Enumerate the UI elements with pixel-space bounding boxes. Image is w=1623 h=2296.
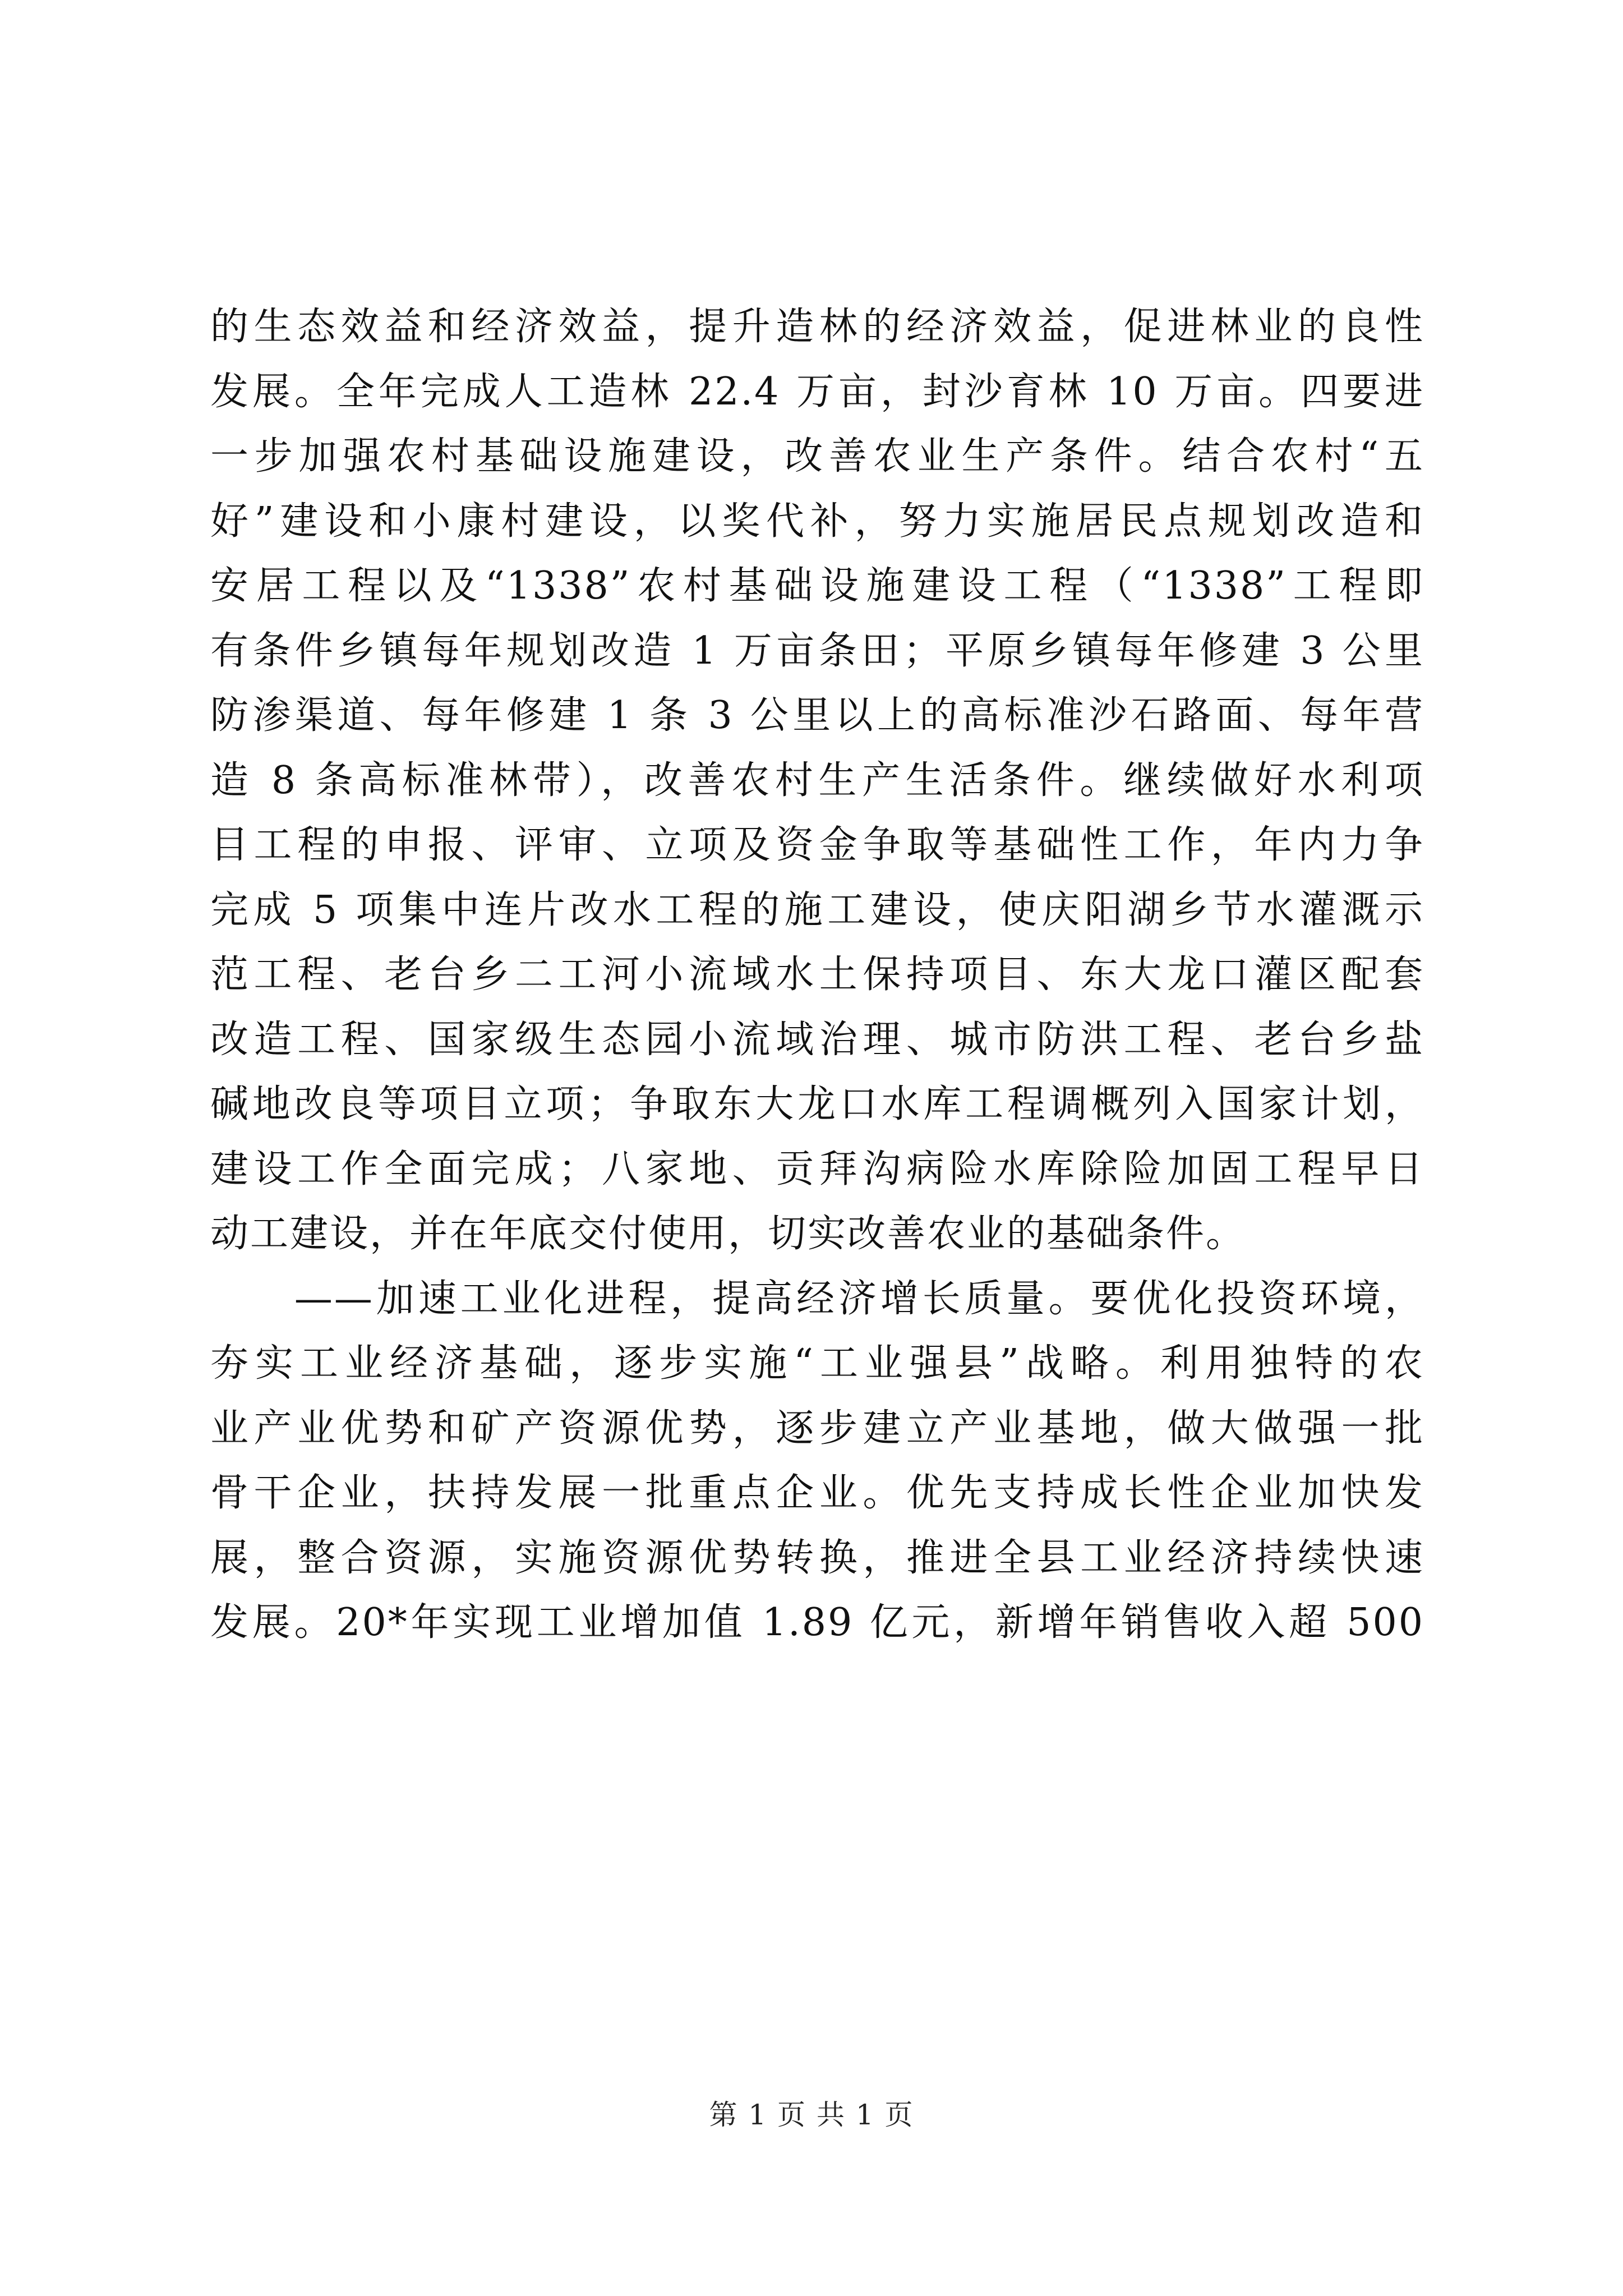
text-line: 动工建设，并在年底交付使用，切实改善农业的基础条件。: [210, 1212, 1246, 1256]
paragraph: [210, 295, 1424, 1267]
text-line: 目工程的申报、评审、立项及资金争取等基础性工作，年内力争: [210, 823, 1424, 867]
text-line: 有条件乡镇每年规划改造 1 万亩条田；平原乡镇每年修建 3 公里: [210, 628, 1424, 673]
text-line: 一步加强农村基础设施建设，改善农业生产条件。结合农村“五: [210, 434, 1424, 478]
text-line: 发展。20*年实现工业增加值 1.89 亿元，新增年销售收入超 500: [210, 1600, 1424, 1645]
text-line: 安居工程以及“1338”农村基础设施建设工程（“1338”工程即: [210, 564, 1424, 608]
text-line: 好”建设和小康村建设，以奖代补，努力实施居民点规划改造和: [210, 499, 1424, 544]
text-line: 骨干企业，扶持发展一批重点企业。优先支持成长性企业加快发: [210, 1471, 1424, 1515]
text-line: 展，整合资源，实施资源优势转换，推进全县工业经济持续快速: [210, 1535, 1424, 1580]
text-line: ——加速工业化进程，提高经济增长质量。要优化投资环境，: [210, 1276, 1424, 1321]
text-line: 的生态效益和经济效益，提升造林的经济效益，促进林业的良性: [210, 305, 1424, 349]
text-line: 完成 5 项集中连片改水工程的施工建设，使庆阳湖乡节水灌溉示: [210, 887, 1424, 932]
text-line: 建设工作全面完成；八家地、贡拜沟病险水库除险加固工程早日: [210, 1147, 1424, 1191]
document-body: [210, 295, 1424, 1655]
text-line: 碱地改良等项目立项；争取东大龙口水库工程调概列入国家计划，: [210, 1082, 1424, 1126]
text-line: 造 8 条高标准林带），改善农村生产生活条件。继续做好水利项: [210, 758, 1424, 803]
paragraph: [210, 1267, 1424, 1655]
text-line: 发展。全年完成人工造林 22.4 万亩，封沙育林 10 万亩。四要进: [210, 369, 1424, 414]
page-footer: 第 1 页 共 1 页: [709, 2099, 914, 2131]
text-line: 范工程、老台乡二工河小流域水土保持项目、东大龙口灌区配套: [210, 953, 1424, 997]
text-line: 夯实工业经济基础，逐步实施“工业强县”战略。利用独特的农: [210, 1341, 1424, 1386]
text-line: 防渗渠道、每年修建 1 条 3 公里以上的高标准沙石路面、每年营: [210, 693, 1424, 738]
text-line: 业产业优势和矿产资源优势，逐步建立产业基地，做大做强一批: [210, 1406, 1424, 1451]
text-line: 改造工程、国家级生态园小流域治理、城市防洪工程、老台乡盐: [210, 1017, 1424, 1062]
